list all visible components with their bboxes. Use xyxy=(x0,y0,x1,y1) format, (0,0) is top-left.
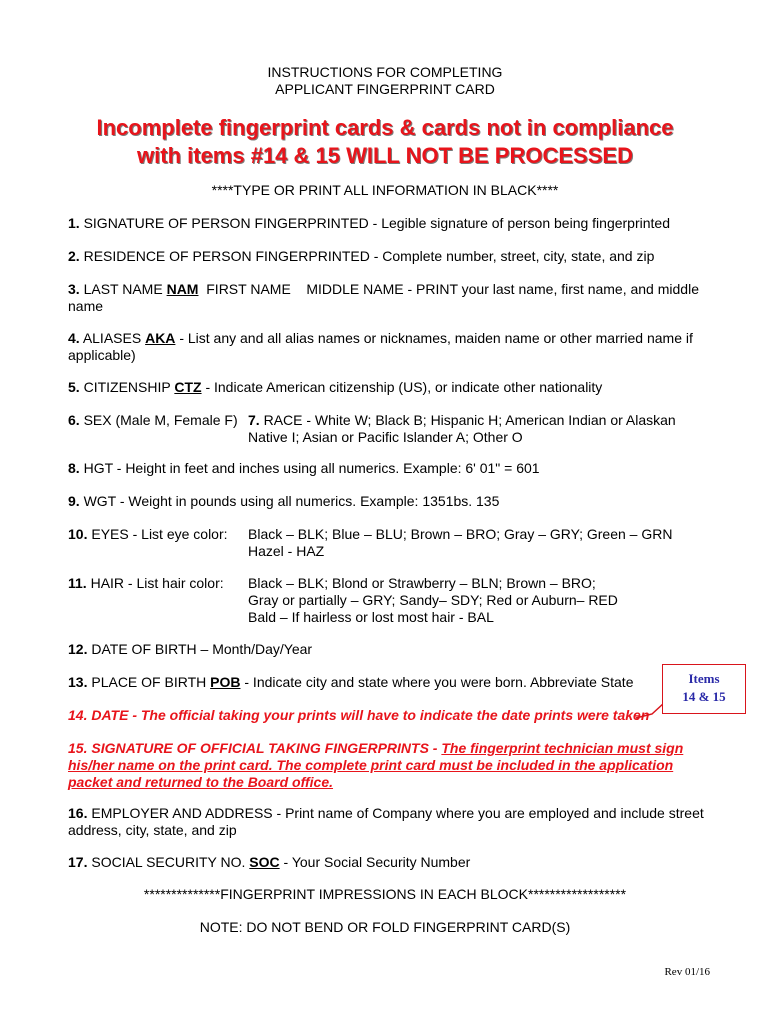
item-16-text: EMPLOYER AND ADDRESS - Print name of Company where you are employed and include street xyxy=(91,805,704,821)
item-3-text-continued: name xyxy=(68,298,104,314)
item-17 xyxy=(68,854,718,871)
item-7-text-continued: Native I; Asian or Pacific Islander A; Other O xyxy=(248,429,523,445)
item-6-number: 6. xyxy=(68,412,80,428)
item-9 xyxy=(68,493,718,510)
item-10-number: 10. xyxy=(68,526,88,542)
item-4-text: - List any and all alias names or nicknames, maiden name or other married name if xyxy=(179,330,693,346)
processing-warning xyxy=(0,114,770,170)
item-14: 14. DATE - The official taking your prints will have to indicate the date prints were taken xyxy=(68,707,650,723)
item-4 xyxy=(68,330,718,364)
item-5-label: CITIZENSHIP xyxy=(83,379,171,395)
item-11-label: HAIR - List hair color: xyxy=(90,575,224,591)
item-17-text: - Your Social Security Number xyxy=(283,854,471,870)
item-15-text-3: packet and returned to the Board office. xyxy=(68,774,334,790)
item-3-text: FIRST NAME MIDDLE NAME - PRINT your last name, first name, and middle xyxy=(206,281,699,297)
impressions-note: **************FINGERPRINT IMPRESSIONS IN EACH BLOCK****************** xyxy=(143,886,627,902)
item-8 xyxy=(68,460,718,477)
item-13 xyxy=(68,674,718,691)
items-14-15-callout xyxy=(662,664,746,714)
item-4-label: ALIASES xyxy=(82,330,142,346)
type-note: ****TYPE OR PRINT ALL INFORMATION IN BLACK**** xyxy=(211,182,559,198)
item-15-text-1: The fingerprint technician must sign xyxy=(441,740,684,756)
item-11-desc-3: Bald – If hairless or lost most hair - BAL xyxy=(248,609,494,625)
item-3-number: 3. xyxy=(68,281,80,297)
item-10-desc-2: Hazel - HAZ xyxy=(248,543,325,559)
item-13-label: PLACE OF BIRTH xyxy=(91,674,207,690)
item-5-code: CTZ xyxy=(174,379,202,395)
callout-line-1: Items xyxy=(688,671,720,686)
item-3-code: NAM xyxy=(166,281,199,297)
item-6-7 xyxy=(68,412,718,446)
item-17-code: SOC xyxy=(249,854,280,870)
item-5-text: - Indicate American citizenship (US), or indicate other nationality xyxy=(205,379,603,395)
item-16-text-continued: address, city, state, and zip xyxy=(68,822,237,838)
document-header xyxy=(0,64,770,98)
item-7 xyxy=(248,412,698,446)
item-13-text: - Indicate city and state where you were born. Abbreviate State xyxy=(244,674,634,690)
item-10-label: EYES - List eye color: xyxy=(91,526,228,542)
item-3 xyxy=(68,281,718,315)
item-8-text: HGT - Height in feet and inches using all numerics. Example: 6' 01" = 601 xyxy=(83,460,540,476)
item-15-dash: - xyxy=(428,740,442,756)
item-5-number: 5. xyxy=(68,379,80,395)
item-11-number: 11. xyxy=(68,575,87,591)
item-15 xyxy=(68,740,718,791)
item-16 xyxy=(68,805,718,839)
item-5 xyxy=(68,379,718,396)
item-11-desc-2: Gray or partially – GRY; Sandy– SDY; Red or Auburn– RED xyxy=(248,592,618,608)
item-7-text: RACE - White W; Black B; Hispanic H; American Indian or Alaskan xyxy=(263,412,676,428)
item-12-number: 12. xyxy=(68,641,88,657)
callout-line-2: 14 & 15 xyxy=(682,689,726,704)
item-6-text: SEX (Male M, Female F) xyxy=(83,412,238,428)
item-4-text-continued: applicable) xyxy=(68,347,136,363)
item-3-label: LAST NAME xyxy=(83,281,163,297)
header-line-1: INSTRUCTIONS FOR COMPLETING xyxy=(267,64,503,80)
item-1 xyxy=(68,215,718,232)
item-15-label: 15. SIGNATURE OF OFFICIAL TAKING FINGERPRINTS xyxy=(68,740,429,756)
item-6 xyxy=(68,412,248,429)
item-17-number: 17. xyxy=(68,854,88,870)
item-12-text: DATE OF BIRTH – Month/Day/Year xyxy=(91,641,313,657)
item-17-label: SOCIAL SECURITY NO. xyxy=(91,854,246,870)
item-13-code: POB xyxy=(210,674,241,690)
warning-line-1: Incomplete fingerprint cards & cards not in compliance xyxy=(96,115,674,140)
item-8-number: 8. xyxy=(68,460,80,476)
item-1-number: 1. xyxy=(68,215,80,231)
item-9-number: 9. xyxy=(68,493,80,509)
warning-line-2: with items #14 & 15 WILL NOT BE PROCESSED xyxy=(137,143,633,168)
fold-note: NOTE: DO NOT BEND OR FOLD FINGERPRINT CARD(S) xyxy=(199,919,571,935)
item-4-number: 4. xyxy=(68,330,80,346)
item-1-text: SIGNATURE OF PERSON FINGERPRINTED - Legible signature of person being fingerprinted xyxy=(83,215,670,231)
item-12 xyxy=(68,641,718,658)
item-9-text: WGT - Weight in pounds using all numerics. Example: 1351bs. 135 xyxy=(83,493,500,509)
item-4-code: AKA xyxy=(145,330,176,346)
item-7-number: 7. xyxy=(248,412,260,428)
item-10-desc-1: Black – BLK; Blue – BLU; Brown – BRO; Gray – GRY; Green – GRN xyxy=(248,526,673,542)
item-2 xyxy=(68,248,718,265)
item-16-number: 16. xyxy=(68,805,88,821)
item-11-desc-1: Black – BLK; Blond or Strawberry – BLN; Brown – BRO; xyxy=(248,575,596,591)
item-15-text-2: his/her name on the print card. The complete print card must be included in the application xyxy=(68,757,674,773)
revision-label: Rev 01/16 xyxy=(664,966,710,978)
item-13-number: 13. xyxy=(68,674,88,690)
header-line-2: APPLICANT FINGERPRINT CARD xyxy=(275,81,495,97)
item-10 xyxy=(68,526,718,560)
item-2-number: 2. xyxy=(68,248,80,264)
item-2-text: RESIDENCE OF PERSON FINGERPRINTED - Complete number, street, city, state, and zip xyxy=(83,248,655,264)
item-11 xyxy=(68,575,718,626)
